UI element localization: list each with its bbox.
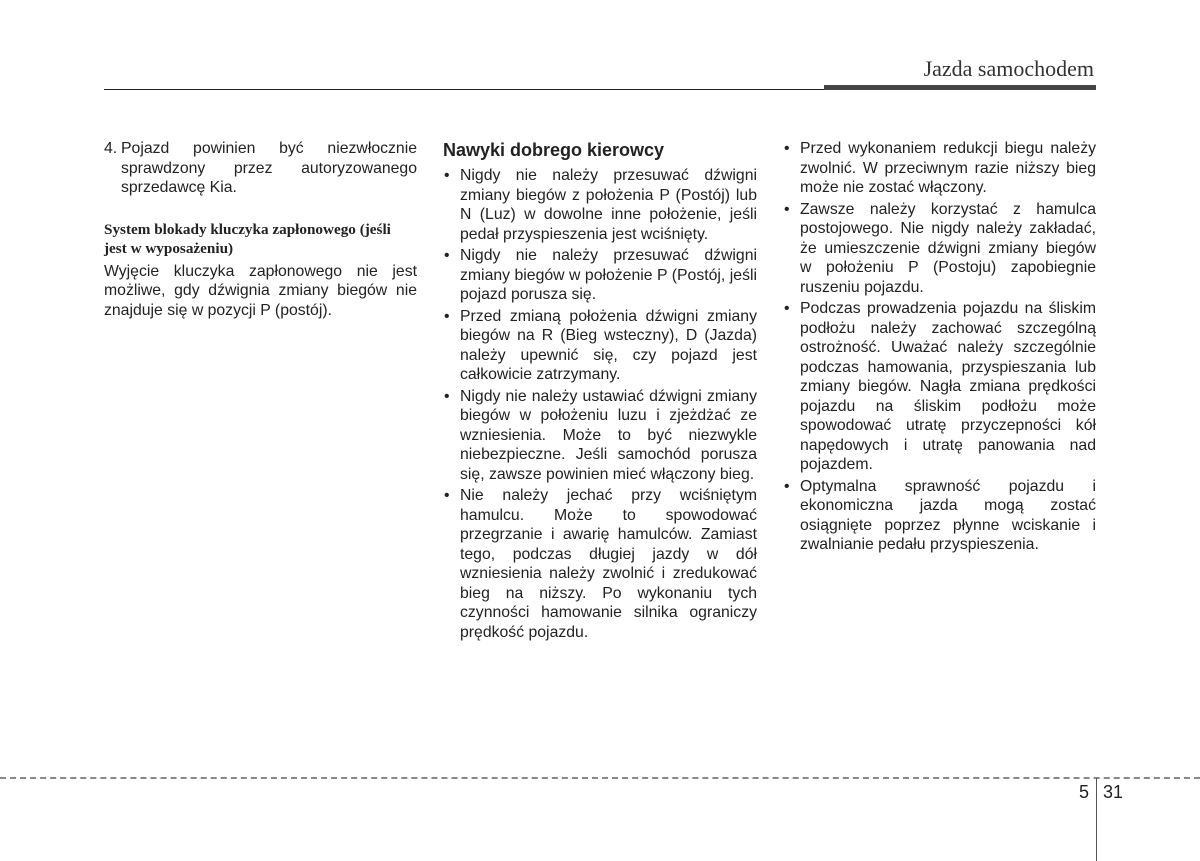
list-item <box>783 139 1096 198</box>
numbered-item <box>104 139 417 198</box>
list-item-text: Nigdy nie należy przesuwać dźwigni zmiany biegów w położenie P (Postój, jeśli pojazd porusza się. <box>460 247 757 303</box>
header-thick-rule <box>824 85 1096 90</box>
footer-dashed-rule <box>0 777 1200 779</box>
paragraph: Wyjęcie kluczyka zapłonowego nie jest możliwe, gdy dźwignia zmiany biegów nie znajduje się w pozycji P (postój). <box>104 262 417 319</box>
column-1 <box>104 139 417 320</box>
list-item <box>783 299 1096 475</box>
list-item-text: Nie należy jechać przy wciśniętym hamulcu. Może to spowodować przegrzanie i awarię hamulców. Zamiast tego, podczas długiej jazdy w dół wzniesienia należy zwolnić i zredukować bieg na niższy. Po wykonaniu tych czynności hamowanie silnika ograniczy prędkość pojazdu. <box>460 487 757 641</box>
bullet-icon: • <box>784 477 790 495</box>
subsection-heading: System blokady kluczyka zapłonowego (jeśli jest w wyposażeniu) <box>104 220 391 257</box>
list-item-text: Przed wykonaniem redukcji biegu należy zwolnić. W przeciwnym razie niższy bieg może nie zostać włączony. <box>800 140 1096 196</box>
bullet-icon: • <box>444 387 450 405</box>
footer-vertical-rule <box>1096 778 1097 861</box>
bullet-icon: • <box>444 247 450 264</box>
bullet-icon: • <box>444 167 450 184</box>
column-3 <box>783 139 1096 557</box>
list-item <box>443 246 757 305</box>
bullet-icon: • <box>444 487 450 504</box>
list-item <box>443 486 757 642</box>
bullet-icon: • <box>784 140 790 157</box>
list-item <box>443 387 757 485</box>
chapter-number: 5 <box>1079 782 1090 802</box>
list-item <box>783 477 1096 555</box>
bullet-icon: • <box>784 200 790 218</box>
list-item <box>443 307 757 385</box>
column-2 <box>443 139 757 644</box>
bullet-list <box>443 166 757 642</box>
list-item-text: Nigdy nie należy przesuwać dźwigni zmiany biegów z położenia P (Postój) lub N (Luz) w dowolne inne położenie, jeśli pedał przyspieszenia jest wciśnięty. <box>460 167 757 243</box>
list-item-text: Optymalna sprawność pojazdu i ekonomiczna jazda mogą zostać osiągnięte poprzez płynne wciskanie i zwalnianie pedału przyspieszenia. <box>800 477 1096 553</box>
bullet-icon: • <box>784 300 790 317</box>
list-item-text: Zawsze należy korzystać z hamulca postojowego. Nie nigdy należy zakładać, że umieszczenie dźwigni zmiany biegów w położeniu P (Postoju) zapobiegnie ruszeniu pojazdu. <box>800 200 1096 296</box>
section-title: Nawyki dobrego kierowcy <box>443 140 665 160</box>
list-item-text: Nigdy nie należy ustawiać dźwigni zmiany biegów w położeniu luzu i zjeżdżać ze wzniesienia. Może to być niezwykle niebezpieczne. Jeśli samochód porusza się, zawsze powinien mieć włączony bieg. <box>460 387 757 483</box>
item-number: 4. <box>104 140 118 157</box>
list-item-text: Przed zmianą położenia dźwigni zmiany biegów na R (Bieg wsteczny), D (Jazda) należy upewnić się, czy pojazd jest całkowicie zatrzymany. <box>460 307 757 383</box>
page-number: 31 <box>1103 782 1124 802</box>
list-item <box>783 200 1096 298</box>
header-title: Jazda samochodem <box>923 56 1094 81</box>
list-item <box>443 166 757 244</box>
bullet-icon: • <box>444 307 450 325</box>
list-item-text: Podczas prowadzenia pojazdu na śliskim podłożu należy zachować szczególną ostrożność. Uważać należy szczególnie podczas hamowania, przyspieszania lub zmiany biegów. Nagła zmiana prędkości pojazdu na śliskim podłożu może spowodować utratę przyczepności kół napędowych i utratę panowania nad pojazdem. <box>800 300 1096 473</box>
item-text: Pojazd powinien być niezwłocznie sprawdzony przez autoryzowanego sprzedawcę Kia. <box>121 140 417 196</box>
bullet-list <box>783 139 1096 555</box>
